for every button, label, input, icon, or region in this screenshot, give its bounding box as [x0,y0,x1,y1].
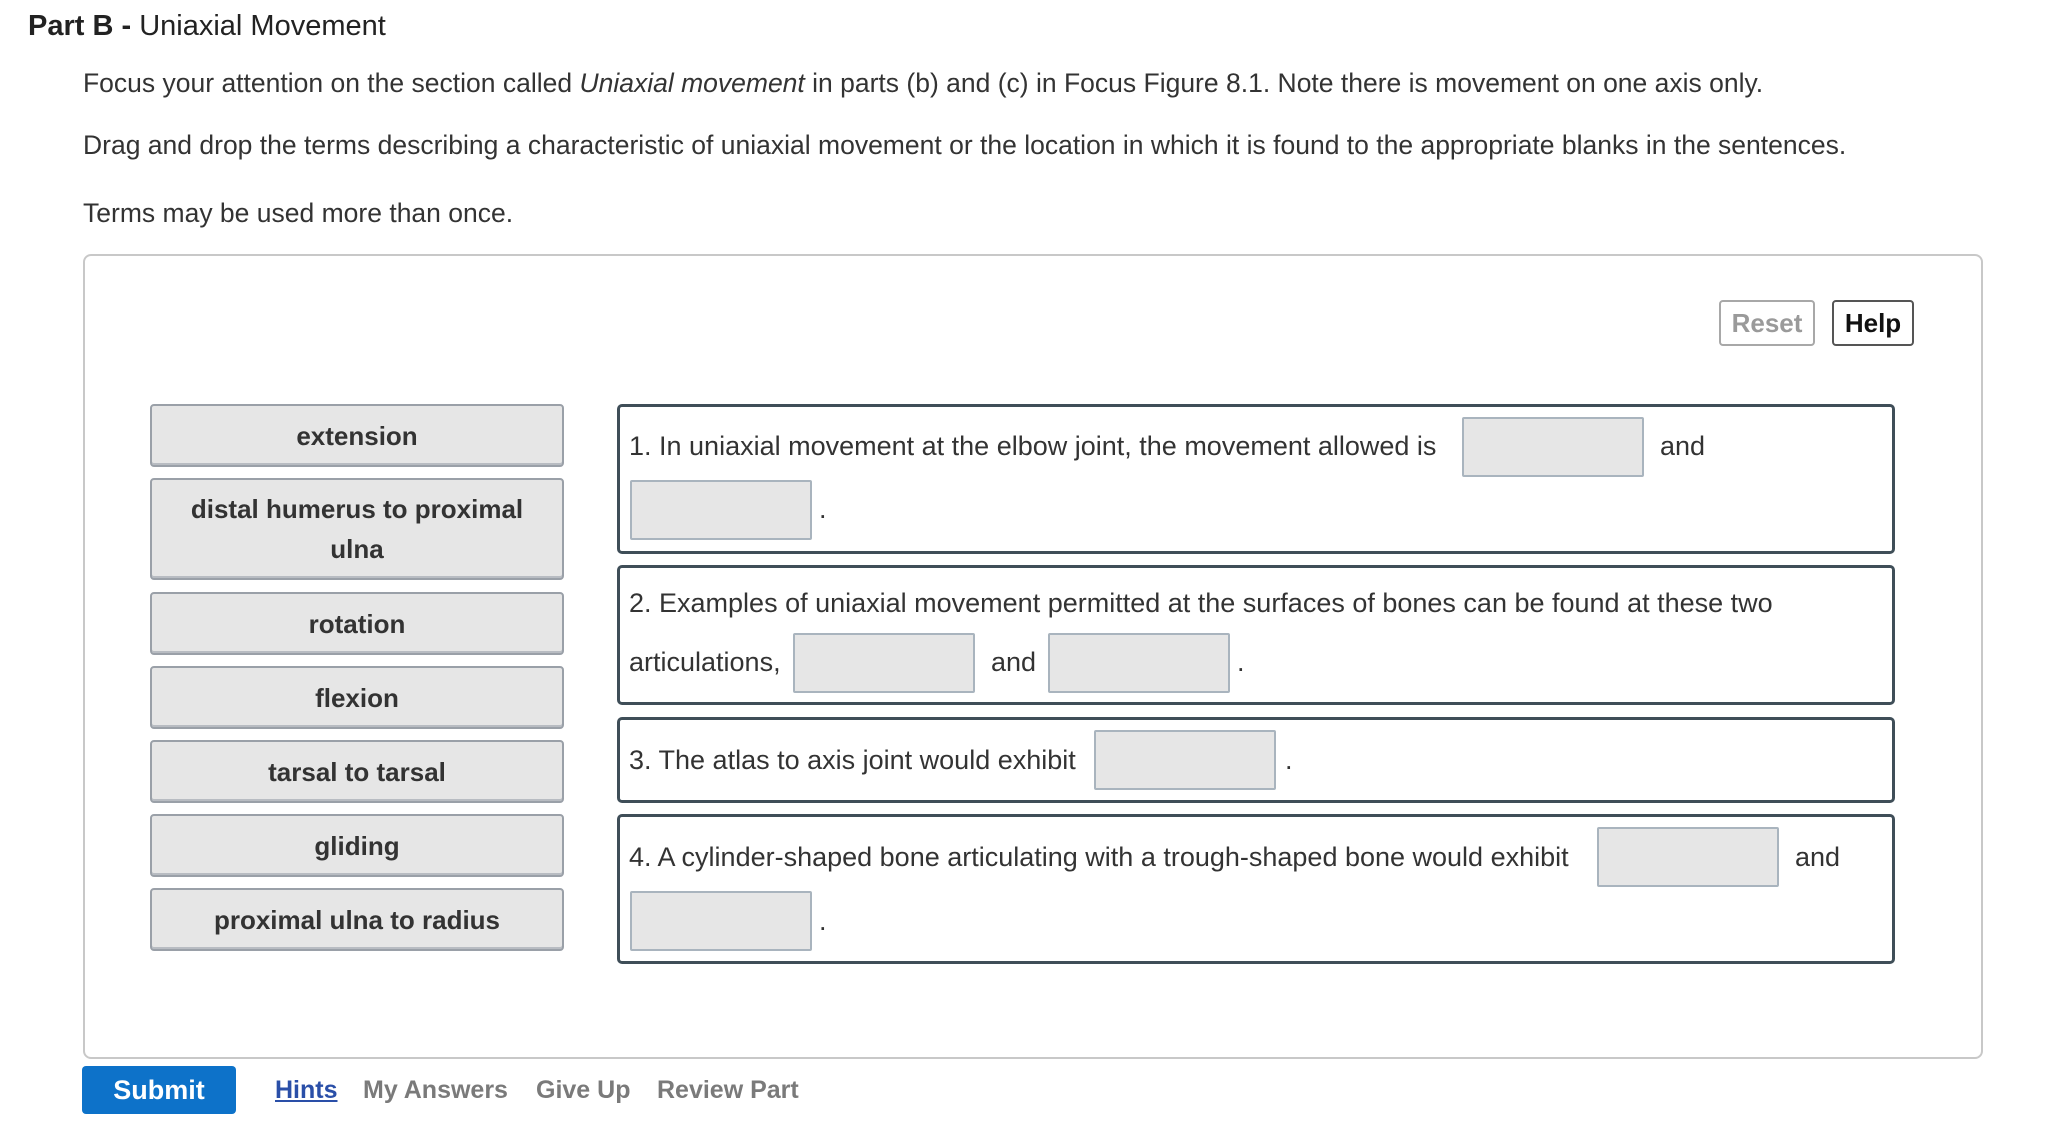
instruction-focus-emphasis: Uniaxial movement [579,68,805,98]
term-extension[interactable]: extension [150,404,564,467]
term-flexion[interactable]: flexion [150,666,564,729]
submit-button[interactable]: Submit [82,1066,236,1114]
sentence-2-and: and [991,647,1037,677]
sentence-4-period: . [819,906,827,936]
sentence-2-blank-1[interactable] [793,633,975,693]
instruction-reuse: Terms may be used more than once. [83,198,514,228]
hints-link[interactable]: Hints [275,1076,338,1104]
sentence-4-blank-2[interactable] [630,891,812,951]
instruction-focus-text-end: in parts (b) and (c) in Focus Figure 8.1. Note there is movement on one axis only. [804,68,1764,98]
part-name: Uniaxial Movement [139,10,386,42]
term-distal-humerus-to-proximal-ulna[interactable]: distal humerus to proximal ulna [150,478,564,580]
sentence-2-text: 2. Examples of uniaxial movement permitted at the surfaces of bones can be found at these two [629,588,1773,618]
instruction-focus-text: Focus your attention on the section called [83,68,580,98]
sentence-1-blank-2[interactable] [630,480,812,540]
sentence-1-blank-1[interactable] [1462,417,1644,477]
sentence-4-blank-1[interactable] [1597,827,1779,887]
sentence-1-text: 1. In uniaxial movement at the elbow joint, the movement allowed is [629,431,1437,461]
term-rotation[interactable]: rotation [150,592,564,655]
my-answers-link[interactable]: My Answers [363,1076,508,1104]
help-button[interactable]: Help [1832,300,1914,346]
part-title [28,10,386,43]
sentence-1-period: . [819,494,827,524]
review-part-link[interactable]: Review Part [657,1076,799,1104]
term-gliding[interactable]: gliding [150,814,564,877]
sentence-4-and: and [1795,842,1841,872]
reset-button[interactable]: Reset [1719,300,1815,346]
sentence-1-and: and [1660,431,1706,461]
term-tarsal-to-tarsal[interactable]: tarsal to tarsal [150,740,564,803]
sentence-3-period: . [1285,745,1293,775]
sentence-3-blank-1[interactable] [1094,730,1276,790]
sentence-2-text-2: articulations, [629,647,781,677]
sentence-3-text: 3. The atlas to axis joint would exhibit [629,745,1076,775]
sentence-2-period: . [1237,647,1245,677]
part-label: Part B - [28,10,132,42]
instruction-focus [83,68,1763,99]
term-proximal-ulna-to-radius[interactable]: proximal ulna to radius [150,888,564,951]
sentence-2-blank-2[interactable] [1048,633,1230,693]
sentence-4-text: 4. A cylinder-shaped bone articulating with a trough-shaped bone would exhibit [629,842,1569,872]
instruction-drag: Drag and drop the terms describing a characteristic of uniaxial movement or the location in which it is found to the appropriate blanks in the sentences. [83,130,1847,160]
give-up-link[interactable]: Give Up [536,1076,631,1104]
